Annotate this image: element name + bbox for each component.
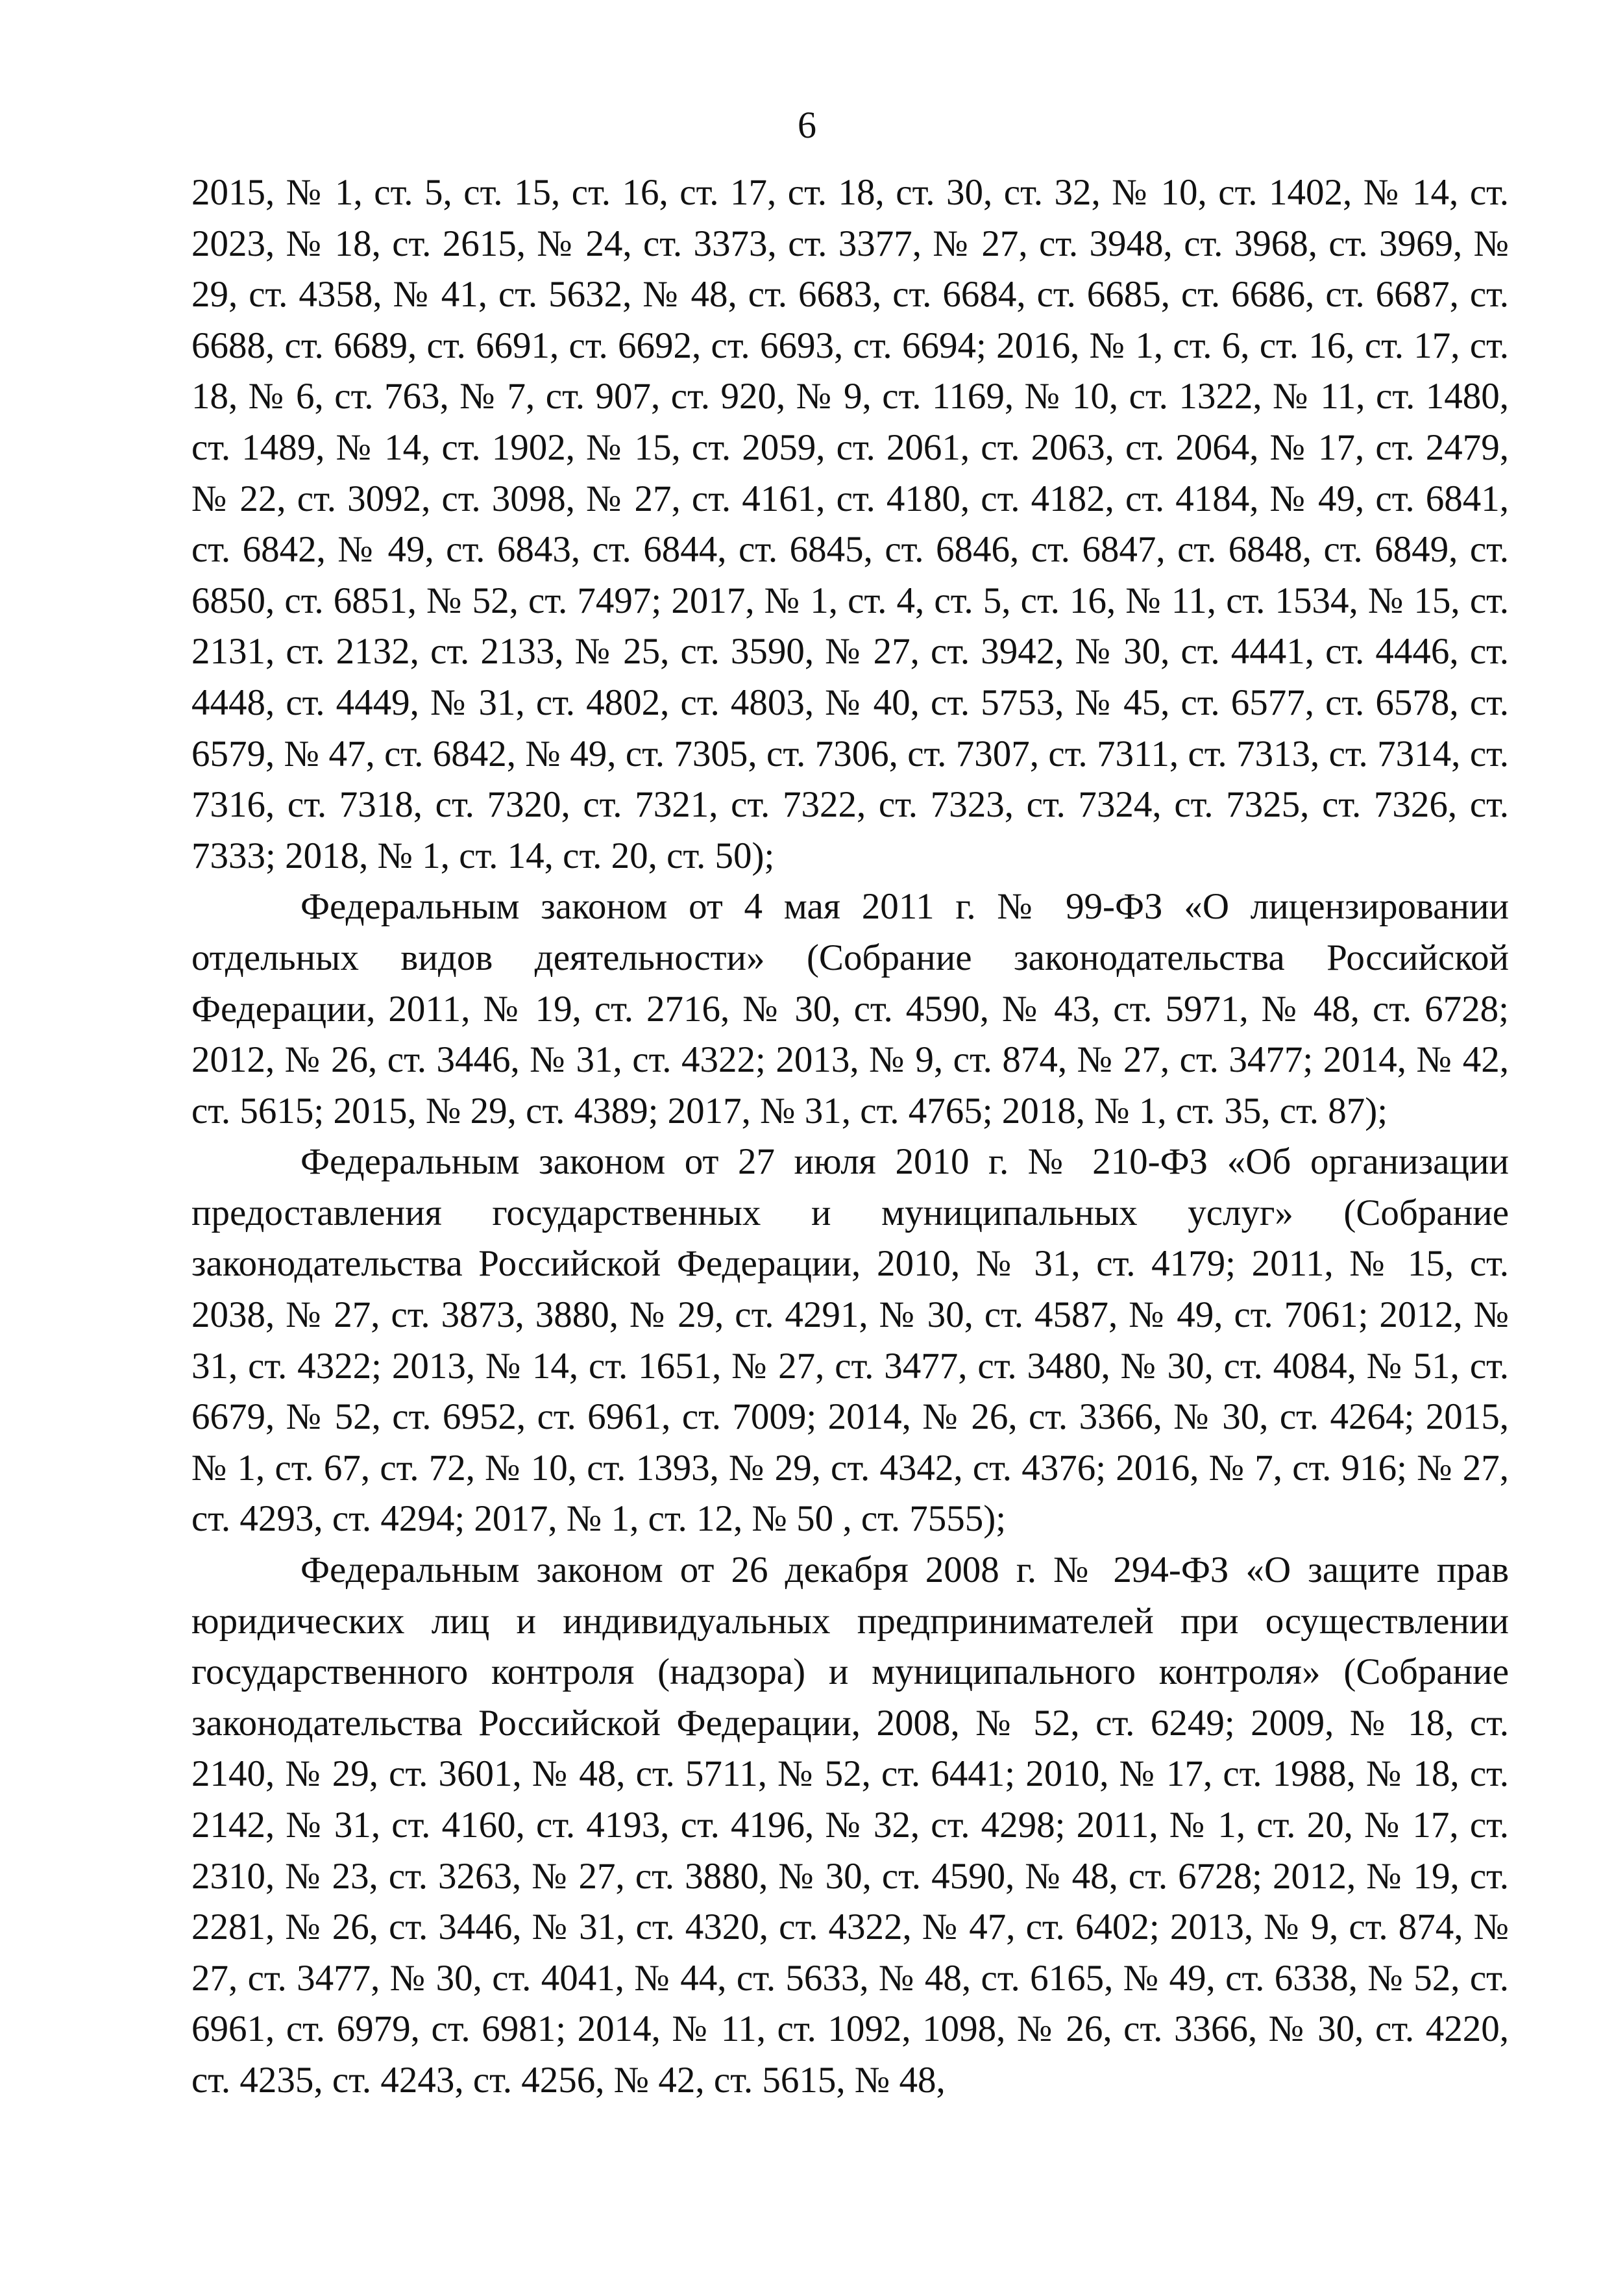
paragraph-licensing-law: Федеральным законом от 4 мая 2011 г. № 99-ФЗ «О лицензировании отдельных видов деятельности» (Собрание законодательства Российской Федерации, 2011, № 19, ст. 2716, № 30, ст. 4590, № 43, ст. 5971, № 48, ст. 6728; 2012, № 26, ст. 3446, № 31, ст. 4322; 2013, № 9, ст. 874, № 27, ст. 3477; 2014, № 42, ст. 5615; 2015, № 29, ст. 4389; 2017, № 31, ст. 4765; 2018, № 1, ст. 35, ст. 87); xyxy=(191,886,1509,1131)
document-body xyxy=(191,167,1509,2106)
paragraph-2015-citations: 2015, № 1, ст. 5, ст. 15, ст. 16, ст. 17, ст. 18, ст. 30, ст. 32, № 10, ст. 1402, № 14, ст. 2023, № 18, ст. 2615, № 24, ст. 3373, ст. 3377, № 27, ст. 3948, ст. 3968, ст. 3969, № 29, ст. 4358, № 41, ст. 5632, № 48, ст. 6683, ст. 6684, ст. 6685, ст. 6686, ст. 6687, ст. 6688, ст. 6689, ст. 6691, ст. 6692, ст. 6693, ст. 6694; 2016, № 1, ст. 6, ст. 16, ст. 17, ст. 18, № 6, ст. 763, № 7, ст. 907, ст. 920, № 9, ст. 1169, № 10, ст. 1322, № 11, ст. 1480, ст. 1489, № 14, ст. 1902, № 15, ст. 2059, ст. 2061, ст. 2063, ст. 2064, № 17, ст. 2479, № 22, ст. 3092, ст. 3098, № 27, ст. 4161, ст. 4180, ст. 4182, ст. 4184, № 49, ст. 6841, ст. 6842, № 49, ст. 6843, ст. 6844, ст. 6845, ст. 6846, ст. 6847, ст. 6848, ст. 6849, ст. 6850, ст. 6851, № 52, ст. 7497; 2017, № 1, ст. 4, ст. 5, ст. 16, № 11, ст. 1534, № 15, ст. 2131, ст. 2132, ст. 2133, № 25, ст. 3590, № 27, ст. 3942, № 30, ст. 4441, ст. 4446, ст. 4448, ст. 4449, № 31, ст. 4802, ст. 4803, № 40, ст. 5753, № 45, ст. 6577, ст. 6578, ст. 6579, № 47, ст. 6842, № 49, ст. 7305, ст. 7306, ст. 7307, ст. 7311, ст. 7313, ст. 7314, ст. 7316, ст. 7318, ст. 7320, ст. 7321, ст. 7322, ст. 7323, ст. 7324, ст. 7325, ст. 7326, ст. 7333; 2018, № 1, ст. 14, ст. 20, ст. 50); xyxy=(191,172,1509,876)
paragraph-business-rights-law: Федеральным законом от 26 декабря 2008 г. № 294-ФЗ «О защите прав юридических лиц и индивидуальных предпринимателей при осуществлении государственного контроля (надзора) и муниципального контроля» (Собрание законодательства Российской Федерации, 2008, № 52, ст. 6249; 2009, № 18, ст. 2140, № 29, ст. 3601, № 48, ст. 5711, № 52, ст. 6441; 2010, № 17, ст. 1988, № 18, ст. 2142, № 31, ст. 4160, ст. 4193, ст. 4196, № 32, ст. 4298; 2011, № 1, ст. 20, № 17, ст. 2310, № 23, ст. 3263, № 27, ст. 3880, № 30, ст. 4590, № 48, ст. 6728; 2012, № 19, ст. 2281, № 26, ст. 3446, № 31, ст. 4320, ст. 4322, № 47, ст. 6402; 2013, № 9, ст. 874, № 27, ст. 3477, № 30, ст. 4041, № 44, ст. 5633, № 48, ст. 6165, № 49, ст. 6338, № 52, ст. 6961, ст. 6979, ст. 6981; 2014, № 11, ст. 1092, 1098, № 26, ст. 3366, № 30, ст. 4220, ст. 4235, ст. 4243, ст. 4256, № 42, ст. 5615, № 48, xyxy=(191,1549,1509,2101)
paragraph-public-services-law: Федеральным законом от 27 июля 2010 г. № 210-ФЗ «Об организации предоставления государственных и муниципальных услуг» (Собрание законодательства Российской Федерации, 2010, № 31, ст. 4179; 2011, № 15, ст. 2038, № 27, ст. 3873, 3880, № 29, ст. 4291, № 30, ст. 4587, № 49, ст. 7061; 2012, № 31, ст. 4322; 2013, № 14, ст. 1651, № 27, ст. 3477, ст. 3480, № 30, ст. 4084, № 51, ст. 6679, № 52, ст. 6952, ст. 6961, ст. 7009; 2014, № 26, ст. 3366, № 30, ст. 4264; 2015, № 1, ст. 67, ст. 72, № 10, ст. 1393, № 29, ст. 4342, ст. 4376; 2016, № 7, ст. 916; № 27, ст. 4293, ст. 4294; 2017, № 1, ст. 12, № 50 , ст. 7555); xyxy=(191,1141,1509,1540)
page-number: 6 xyxy=(798,104,816,146)
